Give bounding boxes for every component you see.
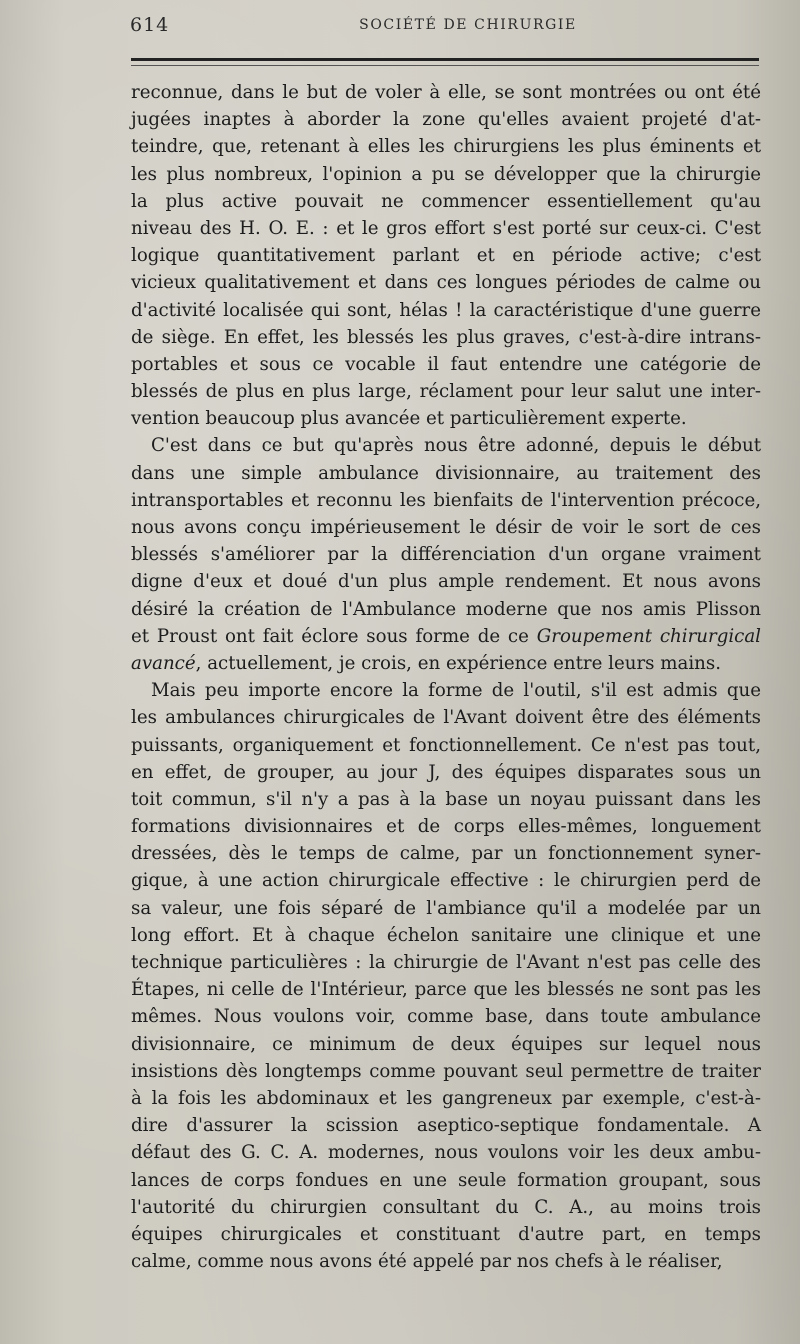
text-line: blessés s'améliorer par la différenciation d'un organe vraiment	[131, 544, 761, 566]
header-rule-thick	[131, 58, 759, 61]
text-line: à la fois les abdominaux et les gangreneux par exemple, c'est-à-	[131, 1087, 761, 1109]
text-line: désiré la création de l'Ambulance moderne que nos amis Plisson	[131, 598, 761, 620]
text-line: la plus active pouvait ne commencer essentiellement qu'au	[131, 190, 761, 212]
text-line: Mais peu importe encore la forme de l'outil, s'il est admis que	[151, 680, 761, 702]
text-line: reconnue, dans le but de voler à elle, se sont montrées ou ont été	[131, 82, 761, 103]
text-line: d'activité localisée qui sont, hélas ! la caractéristique d'une guerre	[131, 299, 761, 321]
text-line: calme, comme nous avons été appelé par nos chefs à le réaliser,	[131, 1251, 723, 1273]
body-text	[131, 79, 761, 1275]
text-line: équipes chirurgicales et constituant d'autre part, en temps	[131, 1223, 761, 1245]
text-line: technique particulières : la chirurgie de l'Avant n'est pas celle des	[131, 952, 761, 973]
text-line: les ambulances chirurgicales de l'Avant doivent être des éléments	[131, 707, 761, 729]
running-head	[130, 14, 766, 40]
text-line: insistions dès longtemps comme pouvant seul permettre de traiter	[131, 1060, 761, 1082]
text-line: puissants, organiquement et fonctionnellement. Ce n'est pas tout,	[131, 734, 761, 756]
text-line: l'autorité du chirurgien consultant du C. A., au moins trois	[131, 1196, 761, 1218]
text-line: logique quantitativement parlant et en période active; c'est	[131, 245, 761, 267]
text-line: dire d'assurer la scission aseptico-septique fondamentale. A	[131, 1115, 761, 1137]
text-line: défaut des G. C. A. modernes, nous voulons voir les deux ambu-	[131, 1142, 761, 1164]
header-rule-thin	[131, 65, 759, 66]
italic-text: avancé	[131, 652, 196, 674]
text-line: sa valeur, une fois séparé de l'ambiance qu'il a modelée par un	[131, 897, 761, 919]
text-line: et Proust ont fait éclore sous forme de ce Groupement chirurgical	[131, 625, 761, 647]
text-line: Étapes, ni celle de l'Intérieur, parce que les blessés ne sont pas les	[131, 979, 761, 1001]
text-line: niveau des H. O. E. : et le gros effort s'est porté sur ceux-ci. C'est	[131, 217, 761, 239]
text-line: teindre, que, retenant à elles les chirurgiens les plus éminents et	[131, 136, 761, 158]
text-line: long effort. Et à chaque échelon sanitaire une clinique et une	[131, 924, 761, 946]
text-line: dressées, dès le temps de calme, par un fonctionnement syner-	[131, 843, 761, 865]
text-line: les plus nombreux, l'opinion a pu se développer que la chirurgie	[131, 163, 761, 185]
text-line: intransportables et reconnu les bienfaits de l'intervention précoce,	[131, 489, 761, 511]
text-line: C'est dans ce but qu'après nous être adonné, depuis le début	[151, 435, 761, 457]
text-line: jugées inaptes à aborder la zone qu'elles avaient projeté d'at-	[131, 109, 761, 131]
text-line: nous avons conçu impérieusement le désir de voir le sort de ces	[131, 517, 761, 538]
text-line: formations divisionnaires et de corps elles-mêmes, longuement	[131, 816, 761, 838]
text-line: digne d'eux et doué d'un plus ample rendement. Et nous avons	[131, 571, 761, 593]
text-line: en effet, de grouper, au jour J, des équipes disparates sous un	[131, 761, 761, 783]
text-line: gique, à une action chirurgicale effective : le chirurgien perd de	[131, 870, 761, 892]
page-number: 614	[130, 14, 170, 36]
text-line: toit commun, s'il n'y a pas à la base un noyau puissant dans les	[131, 788, 761, 810]
italic-text: Groupement chirurgical	[536, 625, 761, 647]
text-line: portables et sous ce vocable il faut entendre une catégorie de	[131, 353, 761, 375]
text-line: blessés de plus en plus large, réclament pour leur salut une inter-	[131, 381, 761, 403]
text-line: divisionnaire, ce minimum de deux équipes sur lequel nous	[131, 1033, 761, 1055]
text-line: lances de corps fondues en une seule formation groupant, sous	[131, 1169, 761, 1191]
text-line: de siège. En effet, les blessés les plus graves, c'est-à-dire intrans-	[131, 326, 761, 348]
text-line: vicieux qualitativement et dans ces longues périodes de calme ou	[131, 272, 761, 294]
text-line: vention beaucoup plus avancée et particulièrement experte.	[131, 408, 687, 430]
journal-title: SOCIÉTÉ DE CHIRURGIE	[359, 17, 577, 33]
text-line: avancé, actuellement, je crois, en expérience entre leurs mains.	[131, 652, 721, 674]
text-line: dans une simple ambulance divisionnaire, au traitement des	[131, 462, 761, 484]
text-line: mêmes. Nous voulons voir, comme base, dans toute ambulance	[131, 1006, 761, 1028]
